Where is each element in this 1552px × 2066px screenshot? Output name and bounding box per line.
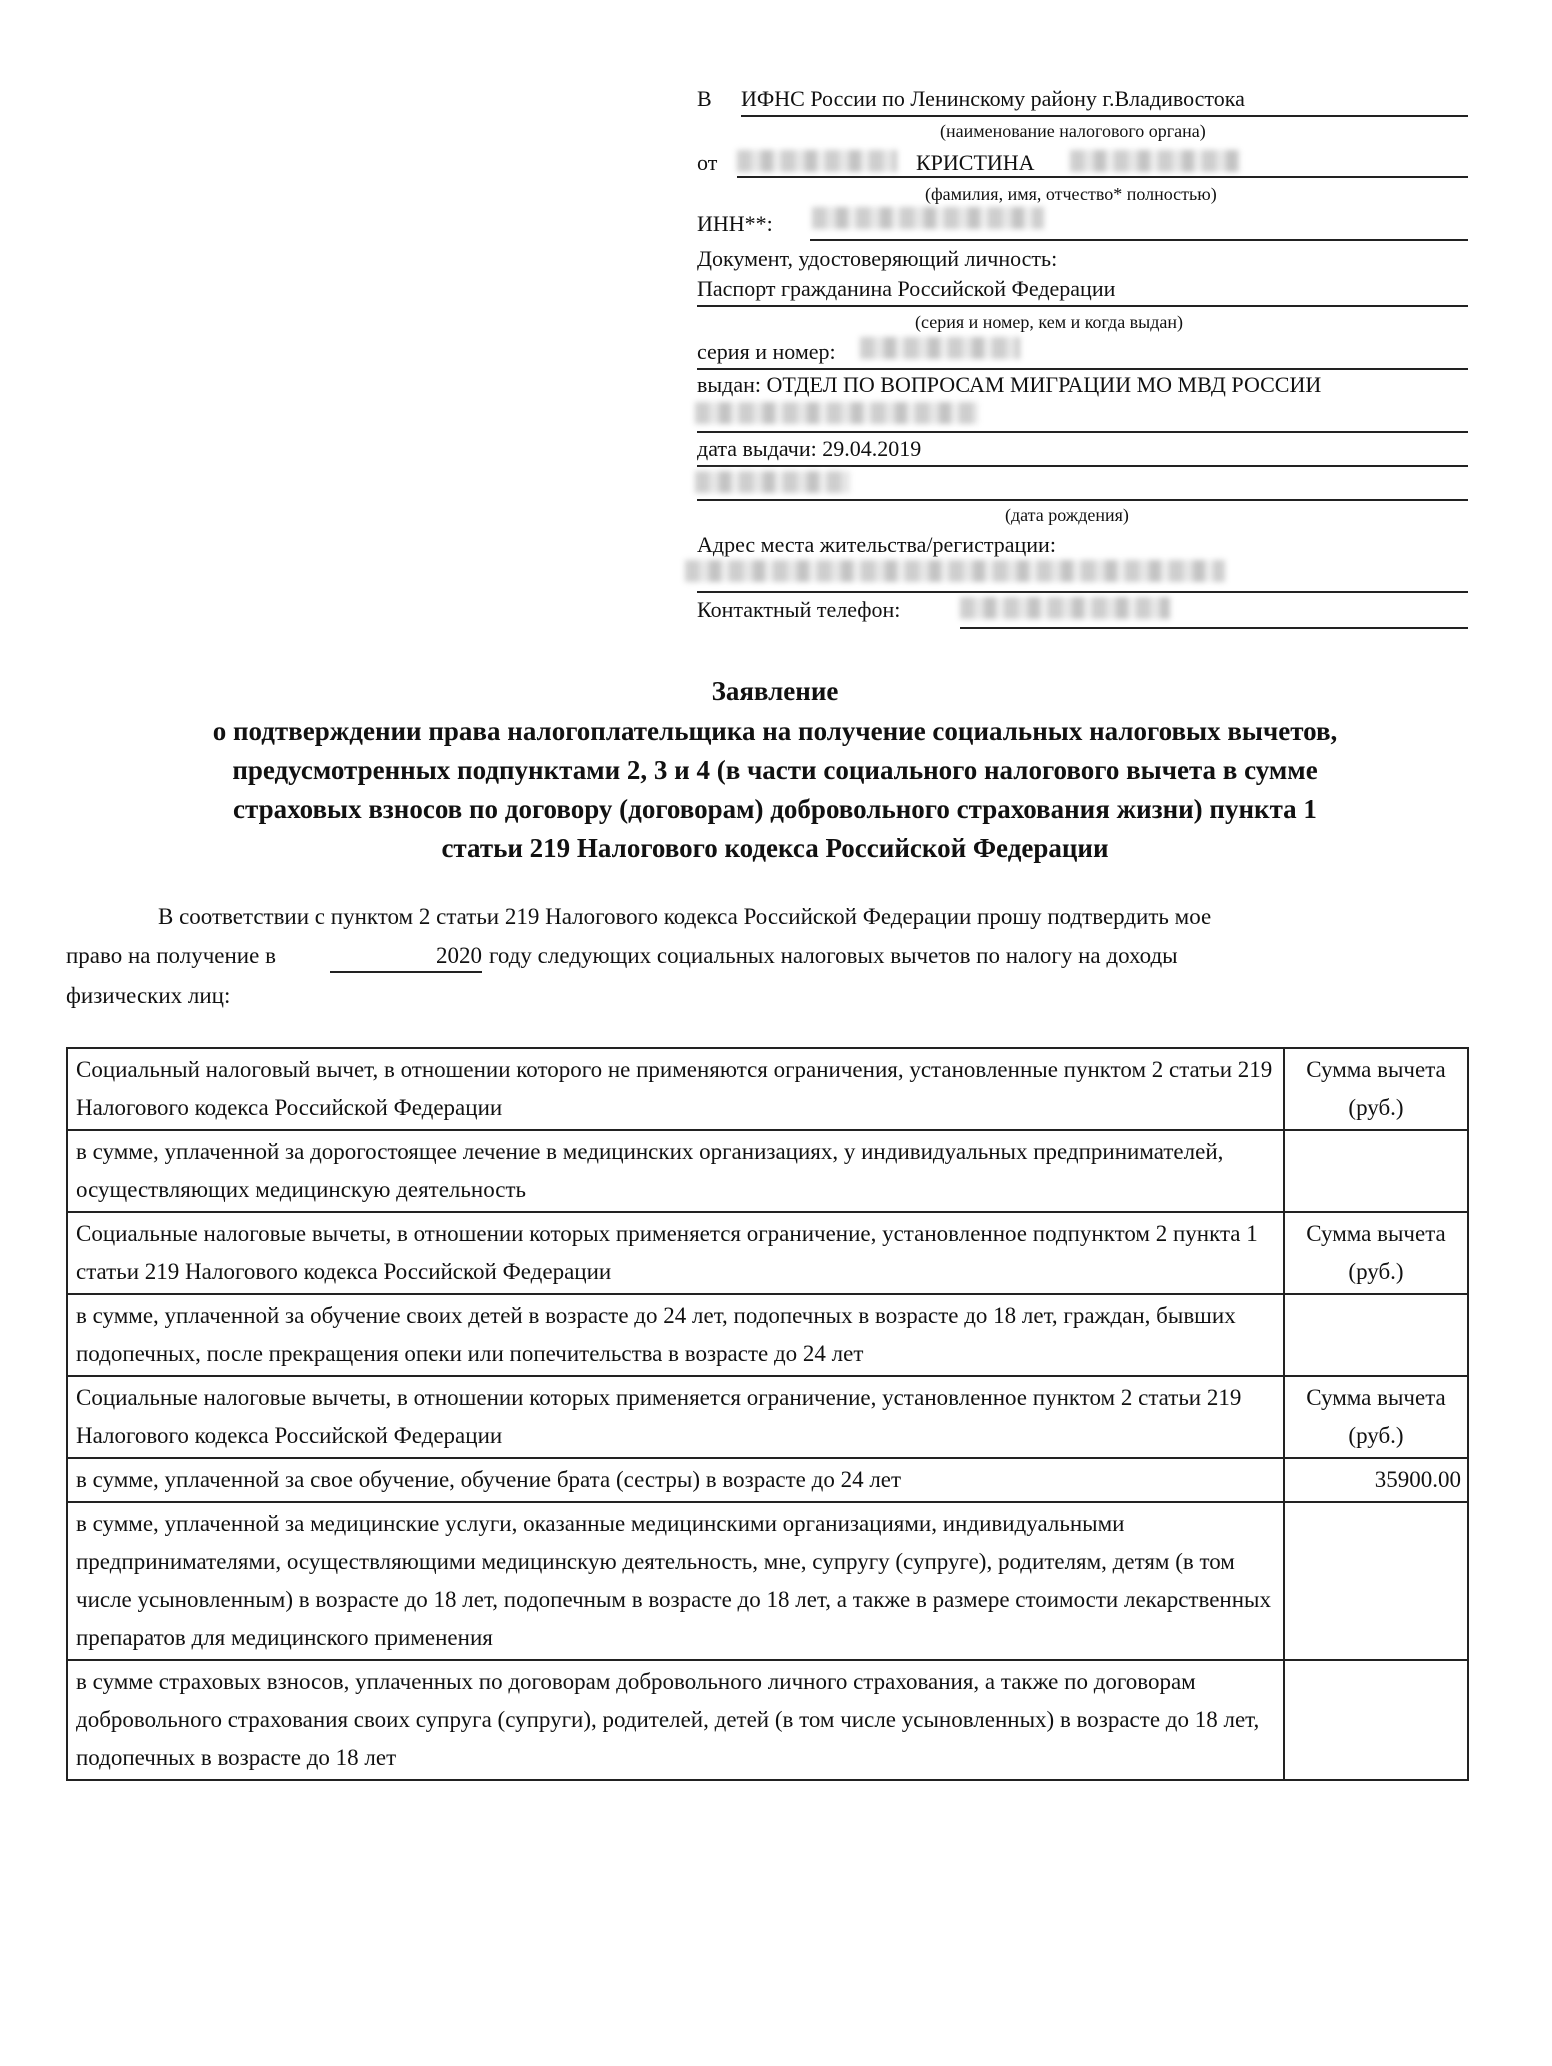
from-prefix: от — [697, 150, 718, 175]
table-row — [67, 1502, 1468, 1660]
intro-line-1: В соответствии с пунктом 2 статьи 219 Налогового кодекса Российской Федерации прошу подтвердить мое — [158, 904, 1212, 929]
deduction-amount-field[interactable] — [1284, 1294, 1468, 1376]
table-row — [67, 1660, 1468, 1780]
id-document-underline — [697, 305, 1468, 307]
intro-line-3: физических лиц: — [66, 983, 231, 1008]
id-document-label: Документ, удостоверяющий личность: — [697, 246, 1058, 271]
deduction-description: в сумме, уплаченной за медицинские услуги, оказанные медицинскими организациями, индивидуальными предпринимателями, осуществляющими медицинскую деятельность, мне, супругу (супруге), родителям, детям (в том числе усыновленным) в возрасте до 18 лет, подопечным в возрасте до 18 лет, а также в размере стоимости лекарственных препаратов для медицинского применения — [67, 1502, 1284, 1660]
statement-subtitle-line-4: статьи 219 Налогового кодекса Российской Федерации — [441, 833, 1109, 863]
sum-column-header: Сумма вычета (руб.) — [1284, 1048, 1468, 1130]
statement-title: Заявление — [711, 676, 839, 706]
tax-authority-name: ИФНС России по Ленинскому району г.Владивостока — [741, 86, 1245, 111]
sum-column-header: Сумма вычета (руб.) — [1284, 1376, 1468, 1458]
table-row — [67, 1130, 1468, 1212]
intro-line-2-start: право на получение в — [66, 943, 276, 968]
table-row — [67, 1048, 1468, 1130]
id-document-value: Паспорт гражданина Российской Федерации — [697, 276, 1116, 301]
redacted-birth-date — [695, 471, 850, 493]
applicant-first-name: КРИСТИНА — [916, 150, 1035, 175]
redacted-issued-by — [695, 402, 978, 424]
intro-line-2-end: году следующих социальных налоговых вычетов по налогу на доходы — [489, 943, 1178, 968]
issue-date-underline — [697, 465, 1468, 467]
deduction-description: в сумме, уплаченной за свое обучение, обучение брата (сестры) в возрасте до 24 лет — [67, 1458, 1284, 1502]
deduction-amount-field[interactable] — [1284, 1660, 1468, 1780]
statement-subtitle-line-3: страховых взносов по договору (договорам) добровольного страхования жизни) пункта 1 — [233, 794, 1317, 824]
to-prefix: В — [697, 86, 712, 111]
statement-subtitle-line-2: предусмотренных подпунктами 2, 3 и 4 (в части социального налогового вычета в сумме — [232, 755, 1318, 785]
birth-date-caption: (дата рождения) — [1005, 505, 1129, 525]
id-document-caption: (серия и номер, кем и когда выдан) — [915, 312, 1184, 332]
deduction-amount-field[interactable] — [1284, 1502, 1468, 1660]
statement-subtitle-line-1: о подтверждении права налогоплательщика на получение социальных налоговых вычетов, — [212, 716, 1338, 746]
sum-column-header: Сумма вычета (руб.) — [1284, 1212, 1468, 1294]
inn-label: ИНН**: — [697, 211, 773, 236]
name-underline — [737, 176, 1468, 178]
phone-underline — [960, 627, 1468, 629]
deduction-section-header: Социальные налоговые вычеты, в отношении которых применяется ограничение, установленное пунктом 2 статьи 219 Налогового кодекса Российской Федерации — [67, 1376, 1284, 1458]
year-underline — [330, 971, 482, 973]
address-label: Адрес места жительства/регистрации: — [697, 532, 1056, 557]
table-row — [67, 1294, 1468, 1376]
table-row — [67, 1212, 1468, 1294]
redacted-patronymic — [1070, 150, 1240, 172]
deduction-description: в сумме страховых взносов, уплаченных по договорам добровольного личного страхования, а также по договорам добровольного страхования своих супруга (супруги), родителей, детей (в том числе усыновленных) в возрасте до 18 лет, подопечных в возрасте до 18 лет — [67, 1660, 1284, 1780]
birth-date-underline — [697, 499, 1468, 501]
deductions-table — [66, 1047, 1469, 1781]
phone-label: Контактный телефон: — [697, 597, 901, 622]
redacted-phone — [960, 597, 1170, 619]
issue-date: дата выдачи: 29.04.2019 — [697, 436, 922, 461]
deduction-amount-field[interactable]: 35900.00 — [1284, 1458, 1468, 1502]
redacted-inn — [812, 207, 1044, 229]
authority-caption: (наименование налогового органа) — [940, 121, 1206, 141]
authority-underline — [741, 115, 1468, 117]
issued-by: выдан: ОТДЕЛ ПО ВОПРОСАМ МИГРАЦИИ МО МВД РОССИИ — [697, 372, 1322, 397]
deduction-description: в сумме, уплаченной за дорогостоящее лечение в медицинских организациях, у индивидуальных предпринимателей, осуществляющих медицинскую деятельность — [67, 1130, 1284, 1212]
deduction-section-header: Социальный налоговый вычет, в отношении которого не применяются ограничения, установленные пунктом 2 статьи 219 Налогового кодекса Российской Федерации — [67, 1048, 1284, 1130]
inn-underline — [810, 239, 1468, 241]
series-underline — [697, 368, 1468, 370]
deduction-description: в сумме, уплаченной за обучение своих детей в возрасте до 24 лет, подопечных в возрасте до 18 лет, граждан, бывших подопечных, после прекращения опеки или попечительства в возрасте до 24 лет — [67, 1294, 1284, 1376]
series-label: серия и номер: — [697, 339, 836, 364]
redacted-surname — [737, 150, 897, 172]
deduction-year: 2020 — [436, 943, 482, 968]
address-underline — [697, 591, 1468, 593]
redacted-series — [860, 337, 1020, 359]
deduction-amount-field[interactable] — [1284, 1130, 1468, 1212]
issued-by-underline — [697, 431, 1468, 433]
table-row — [67, 1458, 1468, 1502]
table-row — [67, 1376, 1468, 1458]
deduction-section-header: Социальные налоговые вычеты, в отношении которых применяется ограничение, установленное подпунктом 2 пункта 1 статьи 219 Налогового кодекса Российской Федерации — [67, 1212, 1284, 1294]
redacted-address — [685, 560, 1225, 582]
name-caption: (фамилия, имя, отчество* полностью) — [925, 184, 1217, 204]
